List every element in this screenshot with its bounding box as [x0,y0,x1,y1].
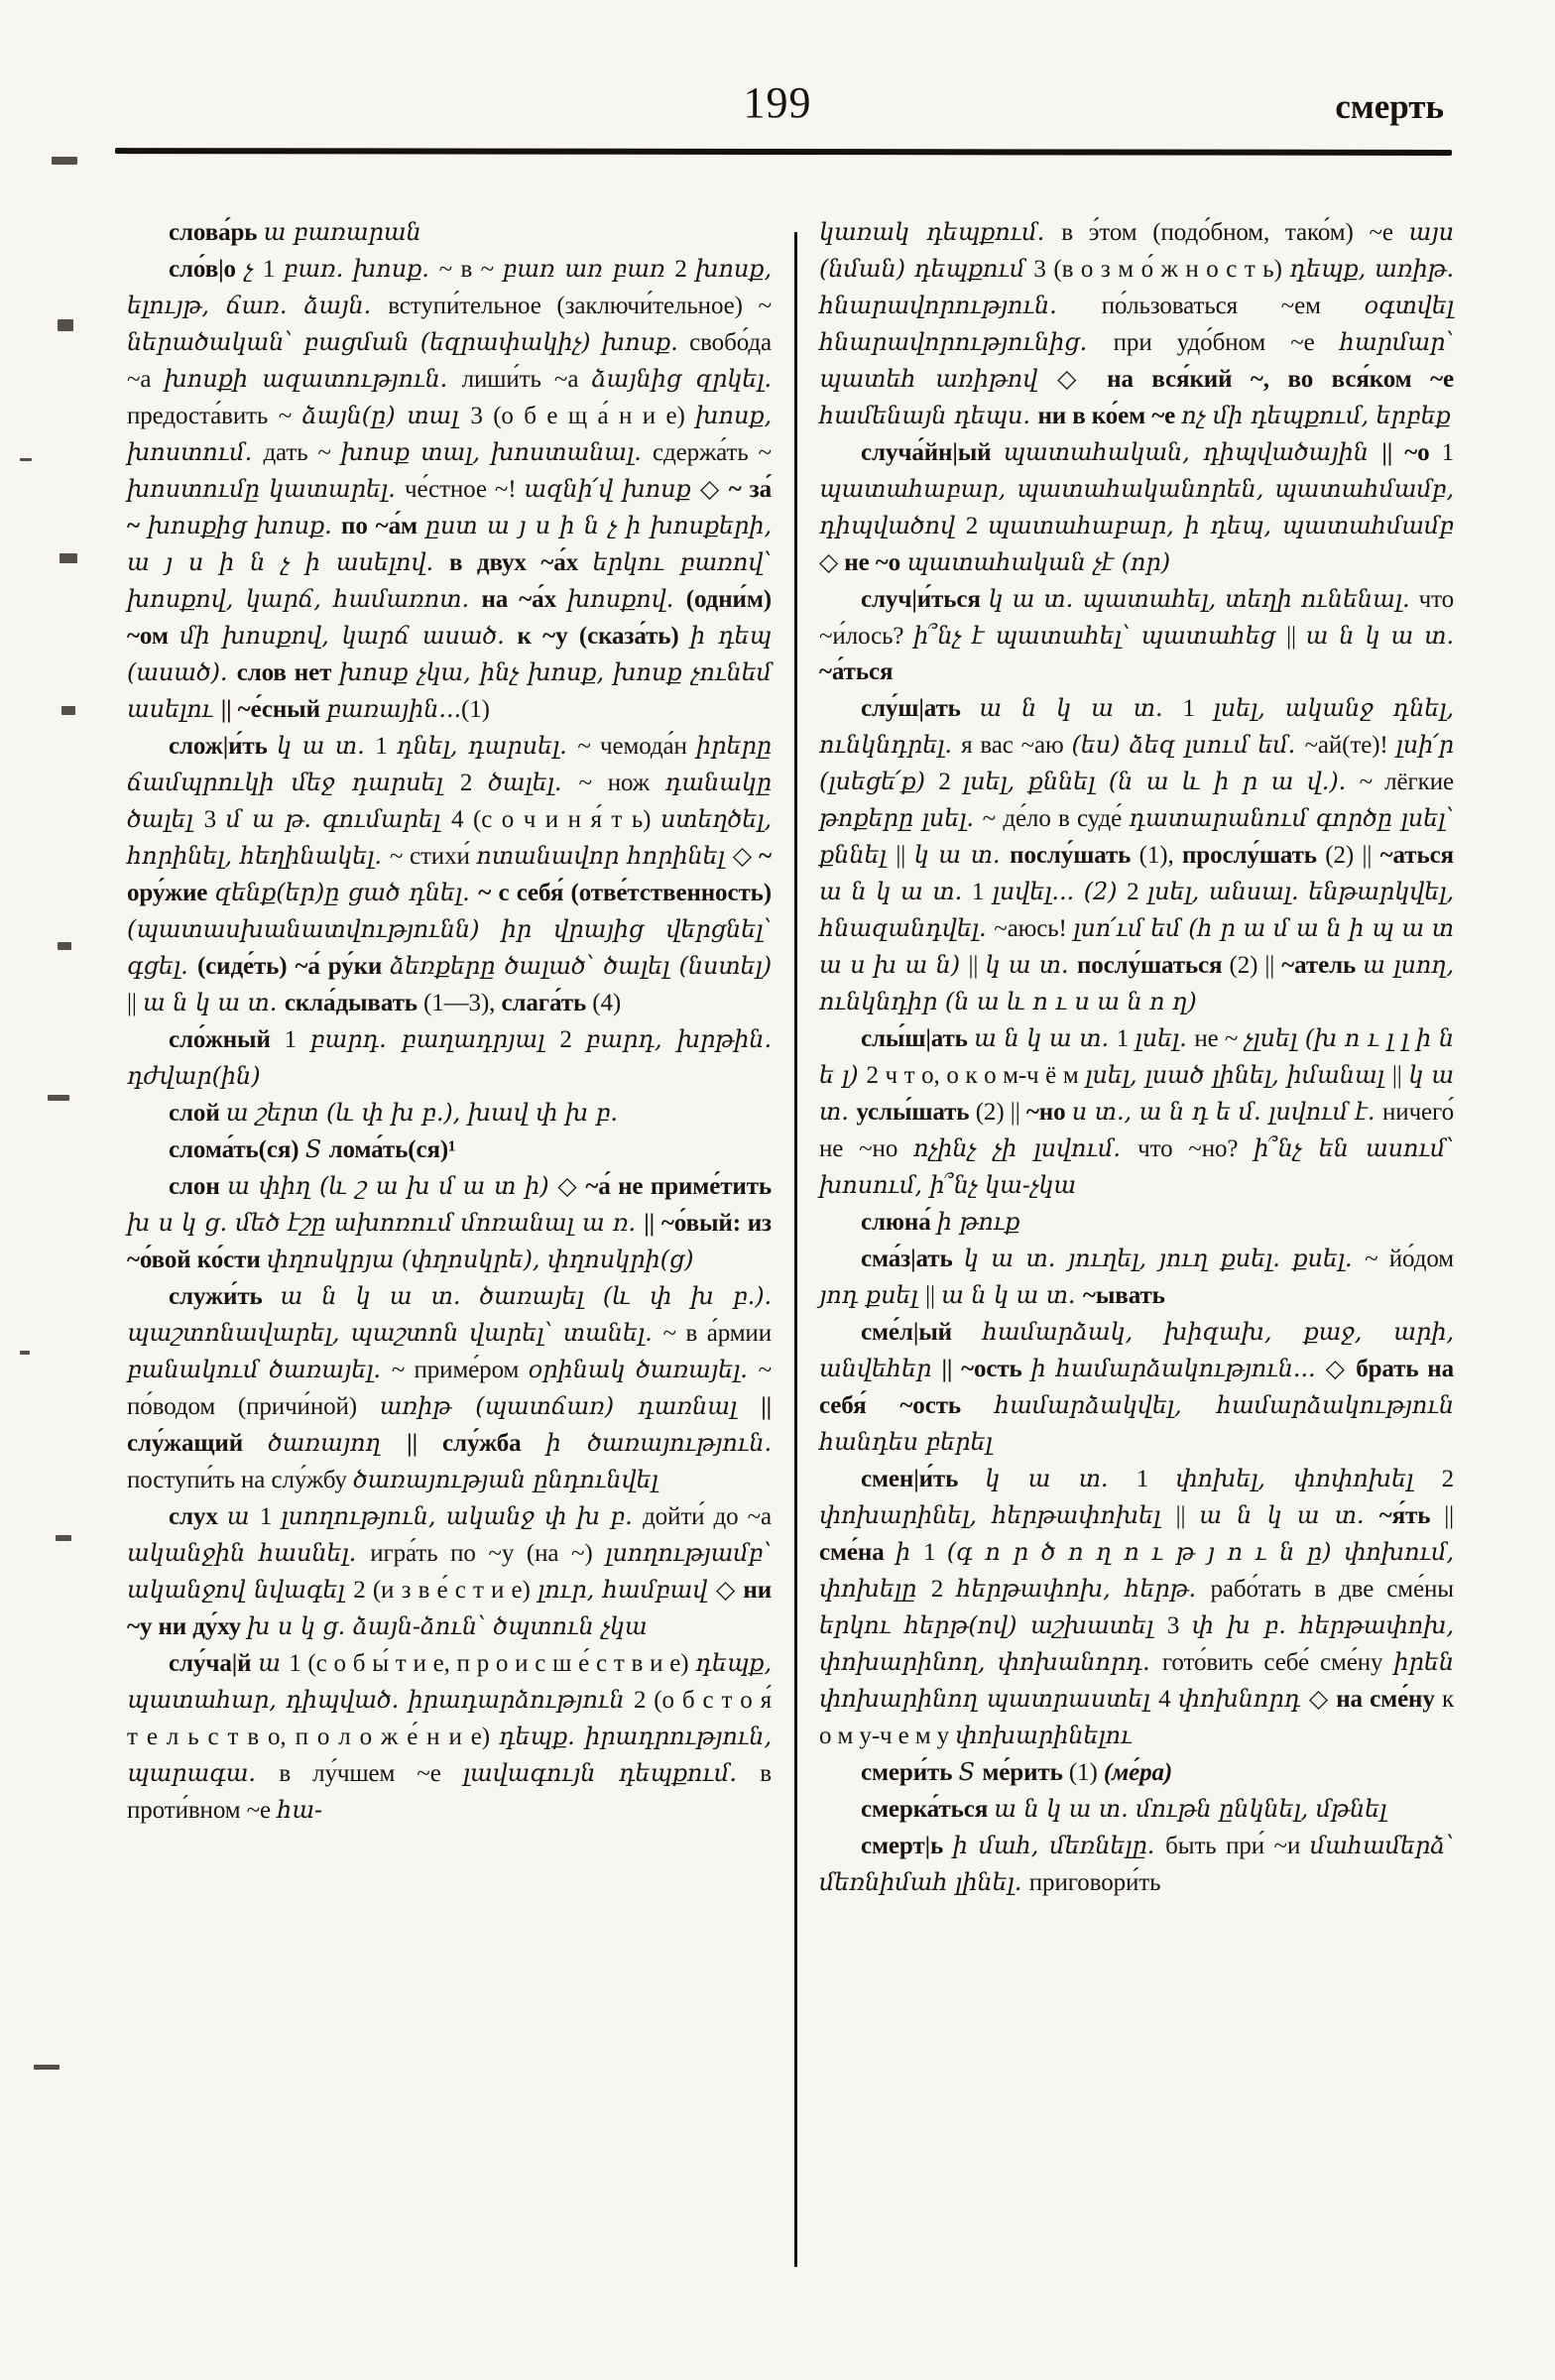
dictionary-entry [819,434,1454,581]
russian-text: 4 (с о ч и н я́ т ь) [451,806,660,833]
russian-text: (1) [1068,1759,1104,1786]
armenian-gloss: կ ա տ. [277,732,376,760]
russian-text: по́льзоваться ~ем [1101,293,1365,319]
scan-artifact [34,2065,60,2070]
armenian-gloss: ա բառարան [263,218,421,246]
headword-text: случа́йн|ый [861,439,1004,466]
russian-text: я вас ~аю [961,732,1072,759]
russian-text: что ~но? [1137,1135,1255,1162]
armenian-gloss: ա ն կ ա տ. մութն ընկնել, մթնել [994,1795,1387,1823]
russian-text: || [1391,1062,1409,1089]
scan-artifact [61,706,75,715]
headword-text: ~атель [1281,952,1364,979]
headword-text: слы́ш|ать [861,1025,975,1052]
armenian-gloss: ա ն կ ա տ. [819,878,972,905]
dictionary-entry [819,1314,1454,1461]
armenian-gloss: ա ն կ ա տ. ծառայել (և փ խ բ.). պաշտոնավարել, պաշտոն վարել՝ տանել. [127,1282,773,1347]
russian-text: || [1175,1502,1200,1529]
armenian-gloss: պատահական չէ (որ) [906,548,1171,576]
dictionary-entry [127,1645,772,1829]
headword-text: || ~о́вый: из ~о́вой ко́сти [127,1210,773,1273]
headword-text: ◇ не ~о [819,549,907,576]
headword-text: ◇ ~ за́ ~ [127,476,772,539]
headword-text: ~а́ться [819,658,894,685]
russian-text: 2 ч т о, о к о м-ч ё м [866,1062,1086,1089]
armenian-gloss: լսել, քննել (ն ա և ի ր ա վ.). [962,768,1360,795]
armenian-gloss: երկու բառով՝ խոսքով, կարճ, համառոտ. [127,548,772,613]
headword-text: смерка́ться [861,1796,995,1823]
headword-text: слон [169,1173,228,1200]
armenian-gloss: ի համարձակություն... [1030,1355,1326,1382]
russian-text: 3 [203,806,226,833]
armenian-gloss: իրեն փոխարինող պատրաստել [819,1648,1454,1713]
armenian-gloss: յոդ քսել [819,1281,926,1309]
armenian-gloss: S [958,1758,983,1786]
dictionary-entry [819,1241,1454,1314]
russian-text: 1 [1116,1025,1136,1052]
armenian-gloss: ա [226,1502,260,1530]
armenian-gloss: լսողությամբ՝ ականջով նվագել [127,1539,772,1604]
armenian-gloss: զենք(եր)ը ցած դնել. [214,879,479,906]
scan-artifact [58,942,71,950]
header-rule [115,148,1452,156]
armenian-gloss: լսողություն, ականջ փ խ բ. [281,1502,644,1530]
armenian-gloss: կառակ դեպքում. [819,218,1062,246]
russian-text: 2 [674,256,696,283]
dictionary-entry [127,1021,772,1095]
armenian-gloss: ի [896,1538,923,1566]
russian-text: || [968,952,986,979]
russian-text: 2 [1441,1466,1454,1492]
headword-text: сме́на [819,1539,897,1566]
russian-text: в проти́вном ~е [127,1760,773,1824]
dictionary-entry [819,1020,1454,1204]
armenian-gloss: խ ս կ ց. մեծ էշը ախոռում մոռանալ ա ռ. [127,1209,645,1237]
russian-text: 1 [284,1026,310,1053]
armenian-gloss: ըստ ա յ ս ի ն չ ի խոսքերի, ա յ ս ի ն չ ի ասելով. [127,512,772,576]
headword-text: ◇ на сме́ну [1308,1686,1442,1713]
russian-text: дойти́ до ~а [643,1503,773,1530]
reference-word: (ме́ра) [1103,1759,1173,1786]
headword-text: сма́з|ать [861,1246,964,1272]
armenian-gloss: բարդ, խրթին. դժվար(ին) [127,1025,772,1090]
dictionary-entry [127,1095,772,1131]
headword-text: ~ с себя́ (отве́тственность) [478,880,772,906]
russian-text: || [127,990,143,1016]
russian-text: (2) || [1229,952,1282,979]
armenian-gloss: բարդ. բաղադրյալ [309,1025,560,1053]
armenian-gloss: ա շերտ (և փ խ բ.), խավ փ խ բ. [225,1099,618,1127]
armenian-gloss: կ ա տ. [913,841,1011,869]
dictionary-entry [127,728,772,1021]
headword-text: ~но [1025,1099,1072,1126]
russian-text: че́стное ~! [404,476,525,503]
russian-text: быть при́ ~и [1165,1833,1310,1859]
headword-text: смери́ть [861,1759,959,1786]
armenian-gloss: դեպք, պատահար, դիպված. իրադարձություն [127,1649,772,1714]
armenian-gloss: դանակը ծալել [127,769,772,833]
headword-text: сме́л|ый [861,1319,983,1346]
armenian-gloss: դեպք. իրադրություն, պարագա. [127,1723,772,1787]
dictionary-entry [819,1754,1454,1791]
armenian-gloss: բառ առ բառ [502,255,675,283]
armenian-gloss: երկու հերթ(ով) աշխատել [819,1611,1167,1639]
headword-text: послу́шать [1010,842,1139,869]
russian-text: 2 [965,513,988,539]
armenian-gloss: լսել, անսալ. ենթարկվել, հնազանդվել. [819,878,1454,942]
headword-text: ме́рить [982,1759,1069,1786]
armenian-gloss: դեպք, առիթ. հնարավորություն. [819,255,1454,319]
russian-text: (2) || [1325,842,1380,869]
armenian-gloss: թոքերը լսել. [819,804,983,832]
armenian-gloss: ա ն կ ա տ. [1305,622,1455,650]
armenian-gloss: կ ա տ. յուղել, յուղ քսել. քսել. [963,1245,1366,1272]
dictionary-entry [127,251,772,728]
armenian-gloss: լսել, ականջ դնել, ունկնդրել. [819,694,1454,759]
armenian-gloss: առիթ (պատճառ) դառնալ [379,1392,762,1420]
armenian-gloss: ստեղծել, հորինել, հեղինակել. [127,805,772,870]
left-column [127,214,772,1829]
armenian-gloss: խոսք տալ, խոստանալ. [340,438,653,466]
armenian-gloss: փոխնորդ [1177,1685,1309,1713]
armenian-gloss: ա ն կ ա տ. [142,989,285,1016]
armenian-gloss: պատահական, դիպվածային [1003,438,1382,466]
headword-text: смерт|ь [861,1833,953,1859]
scan-artifact [48,1095,69,1101]
column-divider [794,232,797,2267]
russian-text: 3 (в о з м о́ ж н о с т ь) [1033,256,1290,283]
armenian-gloss: լսել, լսած լինել, իմանալ [1085,1061,1392,1089]
armenian-gloss: լսվել... (2) [992,878,1128,905]
dictionary-entry [819,581,1454,690]
headword-text: на ~а́х [481,586,568,613]
russian-text: ~ стихи́ [389,843,477,870]
russian-text: ~ай(те)! [1304,732,1396,759]
russian-text: (1—3), [423,990,502,1016]
armenian-gloss: ոչ մի դեպքում, երբեք [1181,402,1451,429]
armenian-gloss: իրերը ճամպրուկի մեջ դարսել [127,732,773,796]
armenian-gloss: (պատասխանատվությունն) իր վրայից վերցնել՝ գցել. [127,915,772,980]
armenian-gloss: կ ա տ. [985,1465,1136,1492]
russian-text: (1), [1138,842,1182,869]
headword-text: слюна́ [861,1209,937,1236]
armenian-gloss: ս տ., ա ն դ ե մ. լսվում է. [1071,1098,1383,1126]
russian-text: поступи́ть на слу́жбу [127,1467,353,1493]
russian-text: (2) || [975,1099,1026,1126]
armenian-gloss: (գ ո ր ծ ո ղ ո ւ թ յ ո ւ ն ը) փոխում, փոխելը [819,1538,1454,1603]
headword-text: (сиде́ть) ~а́ ру́ки [196,953,391,980]
armenian-gloss: համենայն դեպս. [819,402,1038,429]
russian-text: 2 [938,769,963,795]
russian-text: (4) [592,990,622,1016]
headword-text: || ~ость [941,1356,1031,1382]
russian-text: лиши́ть ~а [461,366,592,393]
dictionary-entry [819,690,1454,1020]
armenian-gloss: ա փիղ (և շ ա խ մ ա տ ի) [227,1172,558,1200]
headword-text: в двух ~а́х [448,549,593,576]
armenian-gloss: ի մահ, մեռնելը. [952,1832,1166,1859]
armenian-gloss: խոսքից խոսք. [147,512,342,539]
armenian-gloss: փոխարինելու [955,1722,1133,1749]
scan-artifact [20,458,32,461]
headword-text: || слу́жба [407,1430,546,1457]
russian-text: ~аюсь! [994,915,1074,942]
russian-text: дать ~ [263,439,341,466]
armenian-gloss: ա [258,1649,290,1677]
dictionary-entry-continuation [819,214,1454,434]
armenian-gloss: լսո՛ւմ եմ (հ ր ա մ ա ն ի պ ա տ ա ս խ ա ն) [819,914,1455,979]
russian-text: рабо́тать в две сме́ны [1210,1576,1454,1603]
russian-text: 1 [259,1503,282,1530]
armenian-gloss: ոչինչ չի լսվում. [913,1134,1138,1162]
russian-text: 2 (и з в е́ с т и е) [353,1577,538,1604]
headword-text: ~аться [1379,842,1454,869]
russian-text: 1 [1441,439,1454,466]
russian-text: 1 [1182,695,1214,722]
russian-text: сдержа́ть ~ [653,439,772,466]
russian-text: (1) [461,696,490,723]
headword-text: || ~е́сный [220,696,327,723]
russian-text: в э́том (подо́бном, тако́м) ~е [1061,219,1409,246]
headword-text: ◇ ни ~у ни ду́ху [127,1577,772,1640]
headword-text: ~я́ть [1378,1502,1445,1529]
russian-text: 1 (с о б ы́ т и е, п р о и с ш е́ с т в и е) [289,1650,696,1677]
headword-text: слой [169,1100,226,1127]
armenian-gloss: փոխարինել, հերթափոխել [819,1501,1176,1529]
russian-text: || [1444,1502,1454,1529]
headword-text: по ~а́м [341,513,425,539]
headword-text: слов нет [236,659,340,686]
armenian-gloss: ի դեպ (ասած). [127,622,772,686]
headword-text: ◇ на вся́кий ~, во вся́ком ~е [1057,366,1454,393]
headword-text: слова́рь [169,219,264,246]
russian-text: ~ в ~ [438,256,503,283]
russian-text: не ~ [1194,1025,1245,1052]
headword-text: лома́ть(ся)¹ [328,1136,456,1163]
russian-text: || [1286,623,1306,650]
russian-text: при удо́бном ~е [1113,329,1340,356]
headword-text: прослу́шать [1181,842,1326,869]
armenian-gloss: ի ծառայություն. [545,1429,773,1457]
headword-text: случ|и́ться [861,586,989,613]
russian-text: гото́вить себе́ сме́ну [1161,1649,1394,1676]
armenian-gloss: ձայն(ը) տալ [301,402,471,429]
russian-text: в лу́чшем ~е [279,1760,463,1787]
russian-text: 3 (о б е щ а́ н и е) [470,403,696,429]
headword-text: услы́шать [856,1099,976,1126]
russian-text: игра́ть по ~у (на ~) [370,1540,606,1567]
russian-text: 2 [930,1576,957,1603]
headword-text: слага́ть [501,990,593,1016]
russian-text: к о м у-ч е м у [819,1686,1455,1749]
armenian-gloss: փոխել, փոփոխել [1175,1465,1442,1492]
armenian-gloss: մահամերձ՝ մեռնիմահ լինել. [819,1832,1454,1896]
armenian-gloss: (ես) ձեզ լսում եմ. [1071,731,1305,759]
armenian-gloss: փղոսկրյա (փղոսկրե), փղոսկրի(ց) [266,1246,694,1273]
russian-text: 1 [1136,1466,1176,1492]
armenian-gloss: ներածական՝ բացման (եզրափակիչ) խոսք. [127,328,690,356]
russian-text: || [925,1282,942,1309]
armenian-gloss: խոսքով. [567,585,686,613]
russian-text: предоста́вить ~ [127,403,302,429]
armenian-gloss: ծառայության ընդունվել [352,1466,658,1493]
armenian-gloss: օգտվել հնարավորությունից. [819,292,1454,356]
armenian-gloss: ի թուք [936,1208,1020,1236]
armenian-gloss: կ ա տ. պատահել, տեղի ունենալ. [988,585,1419,613]
headword-text: ни в ко́ем ~е [1037,403,1182,429]
armenian-gloss: հարմար՝ պատեհ առիթով [819,328,1454,393]
russian-text: 1 [262,256,284,283]
headword-text: ~ывать [1082,1282,1165,1309]
russian-text: 2 (о б с т о я́ т е л ь с т в о, п о л о ж е́ н и е) [127,1687,772,1750]
russian-text: приговори́ть [1028,1869,1161,1896]
dictionary-entry [127,1278,772,1498]
headword-text: слома́ть(ся) [169,1136,305,1163]
armenian-gloss: մ ա թ. գումարել [225,805,451,833]
russian-text: ~ лёгкие [1359,769,1454,795]
armenian-gloss: ոտանավոր հորինել [476,842,733,870]
russian-text: свобо́да ~а [127,329,772,393]
armenian-gloss: համարձակվել, համարձակություն հանդես բերել [819,1391,1454,1456]
russian-text: 2 [459,770,489,796]
armenian-gloss: չ [244,255,263,283]
russian-text: 3 [1166,1612,1192,1639]
right-column [819,214,1454,1901]
scan-artifact [58,319,73,331]
russian-text: ~ де́ло в суде́ [982,805,1130,832]
headword-text: ◇ ~а́ не приме́тить [557,1173,772,1200]
russian-text: 2 [1127,879,1147,905]
dictionary-entry [819,1828,1454,1901]
headword-text: сло́жный [169,1026,285,1053]
dictionary-entry [127,214,772,251]
headword-text: послу́шаться [1076,952,1230,979]
russian-text: 2 [559,1026,586,1053]
russian-text: 1 [971,879,993,905]
russian-text: ~ по́водом (причи́ной) [127,1357,772,1420]
armenian-gloss: բառ. խոսք. [283,255,439,283]
dictionary-entry [819,1204,1454,1241]
armenian-gloss: ի՞նչ են ասում՝ խոսում, ի՞նչ կա-չկա [819,1134,1454,1199]
armenian-gloss: ա ն կ ա տ. [974,1024,1117,1052]
armenian-gloss: պատահաբար, ի դեպ, պատահմամբ [987,512,1454,539]
armenian-gloss: փ խ բ. հերթափոխ, փոխարինող, փոխանորդ. [819,1611,1454,1676]
armenian-gloss: չլսել (խ ո ւ լ լ ի ն ե լ) [819,1024,1454,1089]
headword-text: ◇ брать на себя́ ~ость [819,1356,1454,1419]
armenian-gloss: ձեռքերը ծալած՝ ծալել (նստել) [390,952,772,980]
armenian-gloss: ի՞նչ է պատահել՝ պատահեց [913,622,1287,650]
armenian-gloss: ա լսող, ունկնդիր (ն ա և ո ւ ս ա ն ո ղ) [819,951,1454,1015]
scan-artifact [20,1351,30,1355]
scan-artifact [56,1535,71,1541]
russian-text: вступи́тельное (заключи́тельное) ~ [388,293,772,319]
armenian-gloss: խ ս կ ց. ձայն-ձուն՝ ծպտուն չկա [247,1612,648,1640]
dictionary-entry [127,1131,772,1168]
russian-text: 1 [922,1539,947,1566]
armenian-gloss: խոսքի ազատություն. [164,365,462,393]
dictionary-entry [819,1461,1454,1754]
scan-artifact [52,157,77,165]
armenian-gloss: S [304,1135,329,1163]
armenian-gloss: ա ն կ ա տ. [941,1281,1083,1309]
headword-text: слож|и́ть [169,733,277,760]
russian-text: ничего́ не ~но [819,1099,1454,1162]
armenian-gloss: ծառայող [268,1429,408,1457]
armenian-gloss: դատարանում գործը լսել՝ քննել [819,804,1454,869]
headword-text: служи́ть [169,1283,281,1310]
headword-text: || слу́жащий [127,1393,772,1457]
armenian-gloss: ականջին հասնել. [127,1539,371,1567]
armenian-gloss: խոսք չկա, ինչ խոսք, խոսք չունեմ ասելու [127,658,772,723]
armenian-gloss: դնել, դարսել. [396,732,578,760]
dictionary-entry [127,1498,772,1645]
armenian-gloss: ծալել. [488,769,579,796]
russian-text: 1 [375,733,397,760]
russian-text: ~ приме́ром [391,1357,529,1383]
armenian-gloss: համարձակ, խիզախ, քաջ, արի, անվեհեր [819,1318,1454,1382]
russian-text: ~ в а́рмии [662,1320,772,1347]
armenian-gloss: լավագույն դեպքում. [462,1759,761,1787]
armenian-gloss: հերթափոխ, հերթ. [956,1575,1211,1603]
headword-text: || ~о [1381,439,1442,466]
armenian-gloss: ազնի՛վ խոսք [524,475,700,503]
armenian-gloss: լսել. [1135,1024,1195,1052]
armenian-gloss: կ ա տ. [819,1061,1455,1126]
armenian-gloss: պատահաբար, պատահականորեն, պատահմամբ, դիպվածով [819,475,1454,539]
armenian-gloss: ա ն կ ա տ. [1199,1501,1379,1529]
armenian-gloss: բանակում ծառայել. [127,1356,392,1383]
scan-artifact [60,553,77,563]
headword-text: смен|и́ть [861,1466,986,1492]
armenian-gloss: խոսք, խոստում. [127,402,773,466]
armenian-gloss: հա- [277,1796,323,1824]
armenian-gloss: օրինակ ծառայել. [528,1356,759,1383]
headword-text: скла́дывать [284,990,424,1016]
armenian-gloss: կ ա տ. [985,951,1077,979]
armenian-gloss: մի խոսքով, կարճ ասած. [179,622,518,650]
dictionary-entry [819,1791,1454,1828]
headword-text: слух [169,1503,227,1530]
headword-text: ◇ ~ ору́жие [127,843,772,906]
russian-text: 4 [1158,1686,1178,1713]
russian-text: ~ нож [578,770,665,796]
armenian-gloss: բառային... [326,695,461,723]
headword-text: к ~у (сказа́ть) [517,623,691,650]
armenian-gloss: ձայնից զրկել. [591,365,772,393]
page-number: 199 [743,78,812,127]
armenian-gloss: ա ն կ ա տ. [979,694,1183,722]
russian-text: ~ йо́дом [1365,1246,1454,1272]
russian-text: || [896,842,914,869]
headword-text: (одни́м) ~ом [127,586,772,650]
armenian-gloss: այս (նման) դեպքում [819,218,1454,283]
headword-text: слу́ча|й [169,1650,259,1677]
russian-text: что ~и́лось? [819,586,1454,650]
header-keyword: смерть [1335,87,1444,126]
headword-text: слу́ш|ать [861,695,980,722]
dictionary-entry [127,1168,772,1278]
russian-text: ~ чемода́н [577,733,697,760]
armenian-gloss: խոսք, ելույթ, ճառ. ձայն. [127,255,772,319]
armenian-gloss: խոստումը կատարել. [127,475,405,503]
headword-text: сло́в|о [169,256,245,283]
armenian-gloss: լուր, համբավ [538,1576,716,1604]
armenian-gloss: լսի՛ր (լսեցե՛ք) [819,731,1454,795]
